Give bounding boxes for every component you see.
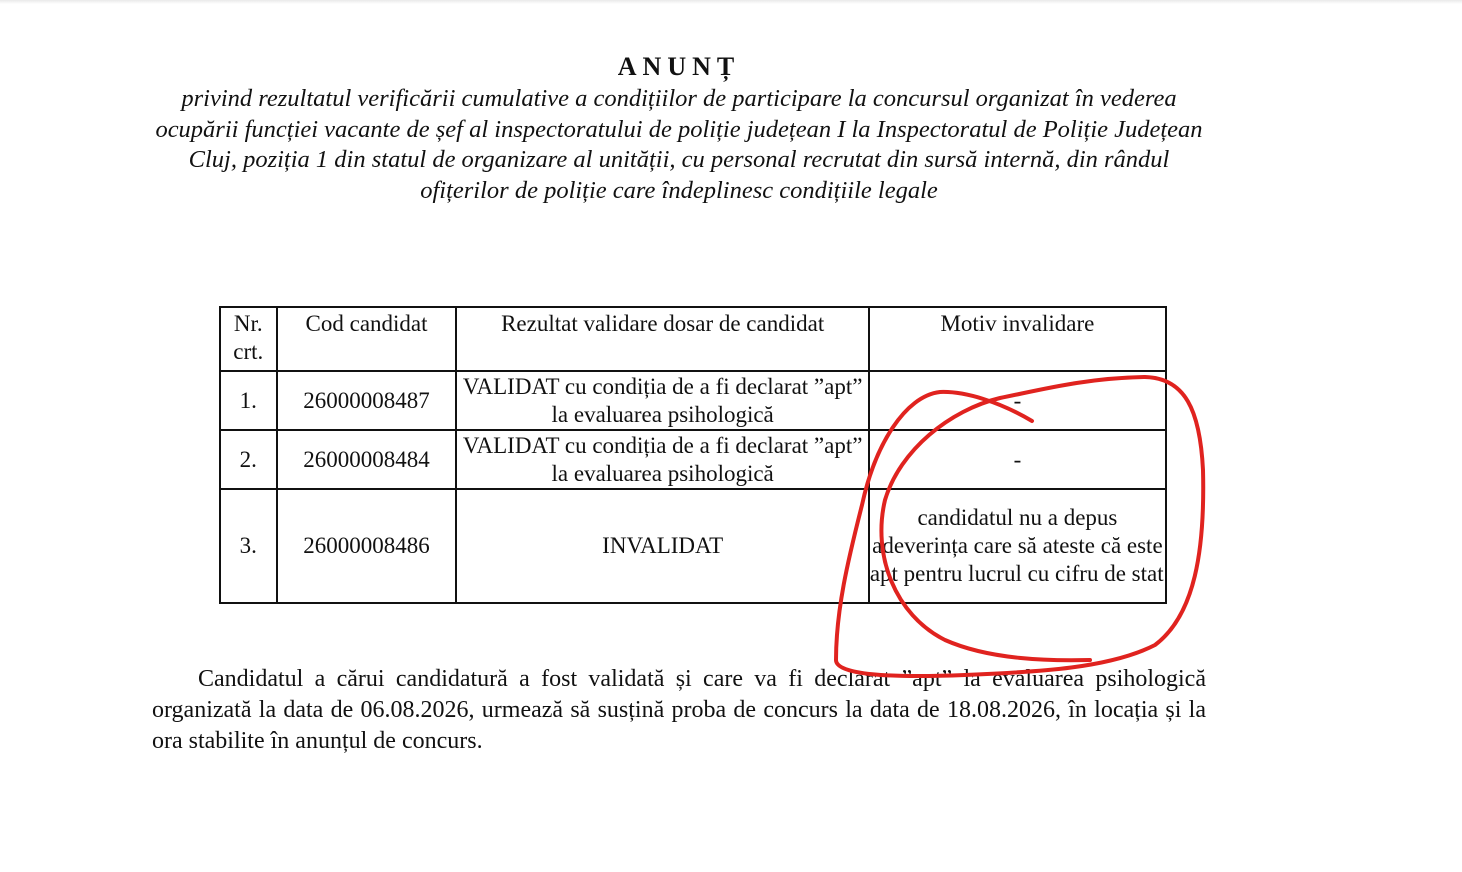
header-cod: Cod candidat [277, 307, 457, 371]
row-cod: 26000008484 [277, 430, 457, 489]
row-cod: 26000008487 [277, 371, 457, 430]
row-motiv: candidatul nu a depus adeverința care să ateste că este apt pentru lucrul cu cifru de stat [869, 489, 1166, 603]
row-nr: 2. [220, 430, 277, 489]
document-subtitle: privind rezultatul verificării cumulative a condițiilor de participare la concursul organizat în vederea ocupării funcției vacante de șef al inspectoratului de poliție județean I la Inspectoratul de Poliție Județean Cluj, poziția 1 din statul de organizare al unității, cu personal recrutat din sursă internă, din rândul ofițerilor de poliție care îndeplinesc condițiile legale [155, 85, 1203, 204]
table-header-row [220, 307, 1166, 371]
row-motiv: - [869, 371, 1166, 430]
row-motiv: - [869, 430, 1166, 489]
header-nr: Nr. crt. [220, 307, 277, 371]
table-row [220, 430, 1166, 489]
header-motiv: Motiv invalidare [869, 307, 1166, 371]
results-table [219, 306, 1167, 604]
header-rezultat: Rezultat validare dosar de candidat [456, 307, 868, 371]
table-row [220, 489, 1166, 603]
row-nr: 1. [220, 371, 277, 430]
row-cod: 26000008486 [277, 489, 457, 603]
row-rezultat: INVALIDAT [456, 489, 868, 603]
row-rezultat: VALIDAT cu condiția de a fi declarat ”apt” la evaluarea psihologică [456, 371, 868, 430]
row-nr: 3. [220, 489, 277, 603]
document-title: ANUNȚ [617, 52, 741, 81]
table-row [220, 371, 1166, 430]
closing-paragraph: Candidatul a cărui candidatură a fost validată și care va fi declarat ”apt” la evaluarea psihologică organizată la data de 06.08.2026, urmează să susțină proba de concurs la data de 18.08.2026, în locația și la ora stabilite în anunțul de concurs. [152, 666, 1206, 754]
row-rezultat: VALIDAT cu condiția de a fi declarat ”apt” la evaluarea psihologică [456, 430, 868, 489]
